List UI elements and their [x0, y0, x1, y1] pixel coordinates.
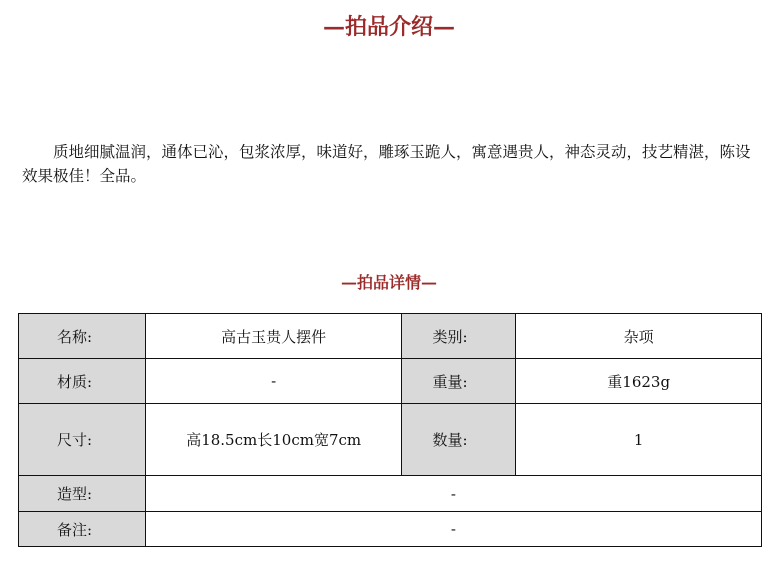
shape-value: - [145, 476, 761, 512]
size-value: 高18.5cm长10cm宽7cm [145, 404, 402, 476]
table-row [19, 476, 762, 512]
details-title: —拍品详情— [340, 273, 437, 292]
category-value: 杂项 [516, 314, 762, 359]
remark-value: - [145, 512, 761, 547]
details-table [18, 313, 762, 547]
name-label: 名称: [19, 314, 146, 359]
material-value: - [145, 359, 402, 404]
category-label: 类别: [402, 314, 516, 359]
table-row [19, 359, 762, 404]
weight-value: 重1623g [516, 359, 762, 404]
material-label: 材质: [19, 359, 146, 404]
name-value: 高古玉贵人摆件 [145, 314, 402, 359]
item-description: 质地细腻温润，通体已沁，包浆浓厚，味道好，雕琢玉跪人，寓意遇贵人，神态灵动，技艺精湛，陈设效果极佳！全品。 [22, 143, 751, 185]
table-row [19, 404, 762, 476]
page-title: —拍品介绍— [322, 14, 455, 40]
shape-label: 造型: [19, 476, 146, 512]
size-label: 尺寸: [19, 404, 146, 476]
quantity-value: 1 [516, 404, 762, 476]
table-row [19, 314, 762, 359]
remark-label: 备注: [19, 512, 146, 547]
table-row [19, 512, 762, 547]
weight-label: 重量: [402, 359, 516, 404]
quantity-label: 数量: [402, 404, 516, 476]
